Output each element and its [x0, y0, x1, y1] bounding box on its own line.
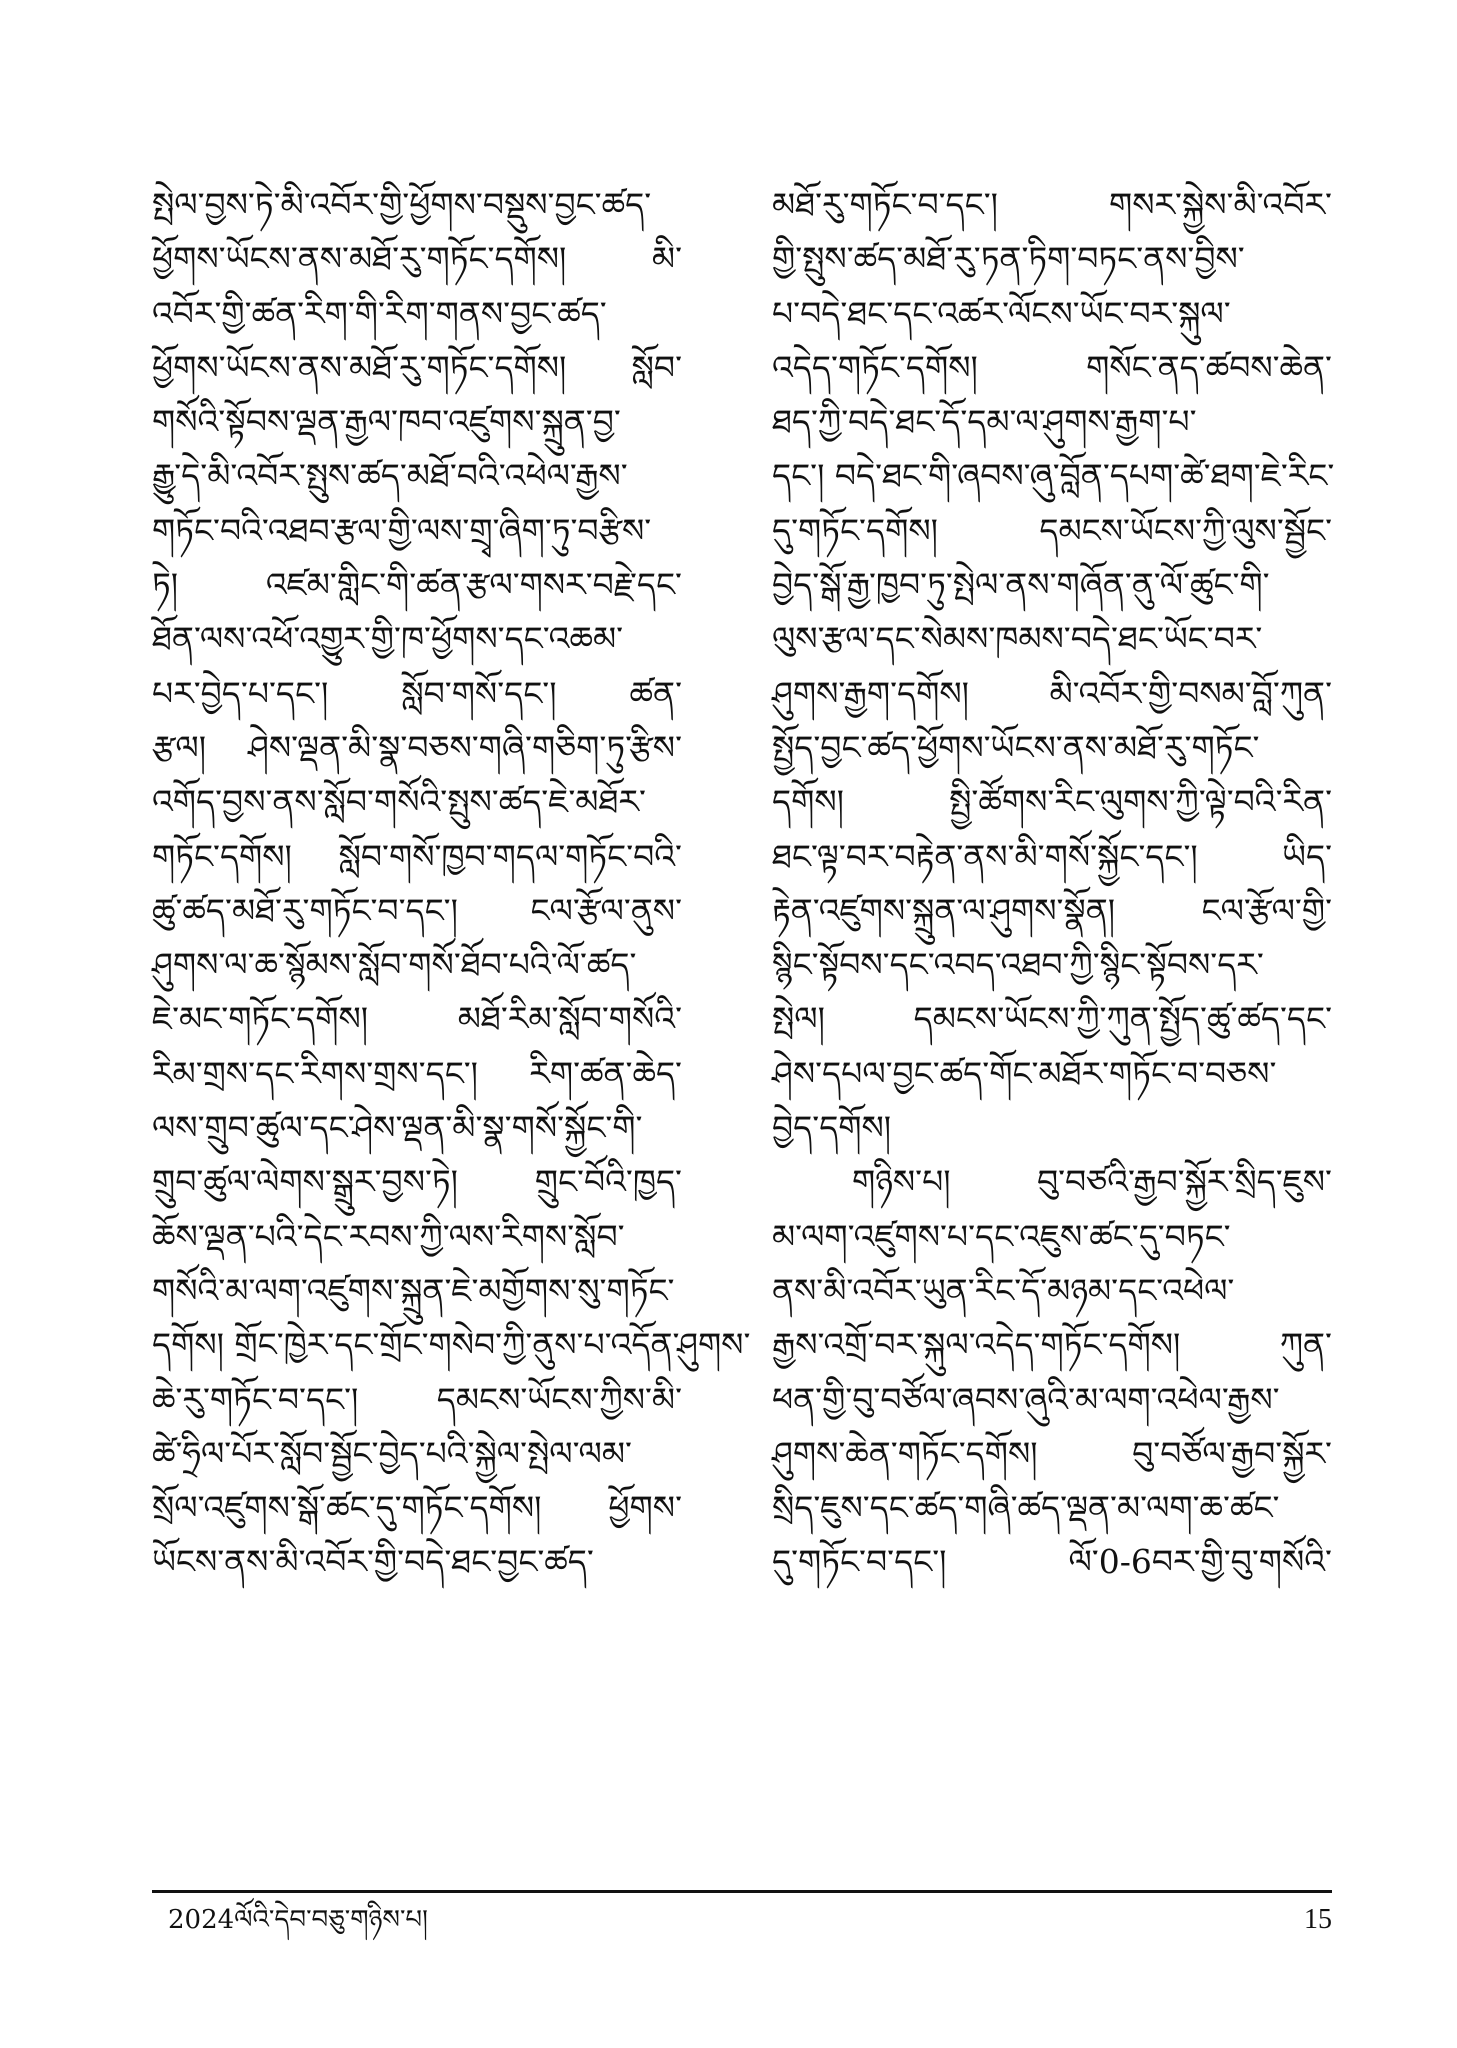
text-line: ཕན་གྱི་བུ་བཙོལ་ཞབས་ཞུའི་མ་ལག་འཕེལ་རྒྱས་: [772, 1379, 1280, 1419]
text-line: ཤུགས་རྒྱག་དགོས། མི་འབོར་གྱི་བསམ་བློ་ཀུན་: [772, 673, 1332, 713]
text-line: ཤུགས་ལ་ཆ་སྙོམས་སློབ་གསོ་ཐོབ་པའི་ལོ་ཚད་: [152, 945, 637, 985]
text-line: གཏོང་དགོས། སློབ་གསོ་ཁྱབ་གདལ་གཏོང་བའི་: [152, 836, 682, 876]
text-line: དགོས། གྲོང་ཁྱེར་དང་གྲོང་གསེབ་ཀྱི་ནུས་པ་འདོན་ཤུགས་: [152, 1325, 751, 1365]
text-line: སྙིང་སྟོབས་དང་འབད་འཐབ་ཀྱི་སྙིང་སྟོབས་དར་: [772, 945, 1264, 985]
text-line: ཤེས་དཔལ་བྱང་ཚད་གོང་མཐོར་གཏོང་བ་བཅས་: [772, 1053, 1277, 1093]
text-line: དགོས། སྤྱི་ཚོགས་རིང་ལུགས་ཀྱི་ལྟེ་བའི་རིན་: [772, 782, 1332, 822]
text-line: རྩལ། ཤེས་ལྡན་མི་སྣ་བཅས་གཞི་གཅིག་ཏུ་རྩིས་: [152, 727, 682, 767]
text-line: འབོར་གྱི་ཚན་རིག་གི་རིག་གནས་བྱང་ཚད་: [152, 293, 607, 333]
text-line: གསོའི་སྟོབས་ལྡན་རྒྱལ་ཁབ་འཛུགས་སྐྲུན་བྱ་: [152, 402, 621, 442]
text-line: དུ་གཏོང་དགོས། དམངས་ཡོངས་ཀྱི་ལུས་སྦྱོང་: [772, 510, 1332, 550]
text-line: ཚེ་ཧྲིལ་པོར་སློབ་སྦྱོང་བྱེད་པའི་སྐྱེལ་སྤེལ་ལམ་: [152, 1433, 632, 1473]
footer-issue-label: 2024ལོའི་དེབ་བཅུ་གཉིས་པ།: [168, 1905, 428, 1935]
text-line: ནས་མི་འབོར་ཡུན་རིང་དོ་མཉམ་དང་འཕེལ་: [772, 1270, 1235, 1310]
text-line: རྒྱས་འགྲོ་བར་སྐུལ་འདེད་གཏོང་དགོས། ཀུན་: [772, 1325, 1332, 1365]
text-line: ཡོངས་ནས་མི་འབོར་གྱི་བདེ་ཐང་བྱང་ཚད་: [152, 1542, 594, 1582]
text-line: གྲུབ་ཚུལ་ལེགས་སྒྲུར་བྱས་ཏེ། གྲུང་བོའི་ཁྱད་: [152, 1162, 682, 1202]
text-line: རྒྱུ་དེ་མི་འབོར་སྤུས་ཚད་མཐོ་བའི་འཕེལ་རྒྱས་: [152, 456, 628, 496]
text-line: མ་ལག་འཛུགས་པ་དང་འཇུས་ཚང་དུ་བཏང་: [772, 1216, 1231, 1256]
text-line: ཕྱོགས་ཡོངས་ནས་མཐོ་རུ་གཏོང་དགོས། སློབ་: [152, 347, 682, 387]
right-column: [772, 178, 1335, 1590]
text-line: དུ་གཏོང་བ་དང་། ལོ་0-6བར་གྱི་བུ་གསོའི་: [772, 1542, 1332, 1582]
text-line: གསོའི་མ་ལག་འཛུགས་སྐྲུན་ཇེ་མགྱོགས་སུ་གཏོང་: [152, 1270, 675, 1310]
text-line: ཐང་ལྟ་བར་བརྟེན་ནས་མི་གསོ་སྐྱོང་དང་། ཡིད་: [772, 836, 1332, 876]
text-line: སྲིད་ཇུས་དང་ཚད་གཞི་ཚད་ལྡན་མ་ལག་ཆ་ཚང་: [772, 1488, 1280, 1528]
text-line: ཇེ་མང་གཏོང་དགོས། མཐོ་རིམ་སློབ་གསོའི་: [152, 999, 682, 1039]
text-line: རྟེན་འཛུགས་སྐྲུན་ལ་ཤུགས་སྣོན། ངལ་རྩོལ་གྱི་: [772, 890, 1332, 930]
text-line: སྲོལ་འཛུགས་སྒོ་ཚང་དུ་གཏོང་དགོས། ཕྱོགས་: [152, 1488, 682, 1528]
text-line: འདེད་གཏོང་དགོས། གསོང་ནད་ཚབས་ཆེན་: [772, 347, 1332, 387]
text-line: དང་། བདེ་ཐང་གི་ཞབས་ཞུ་བློན་དཔག་ཚེ་ཐག་ཇེ་རིང་: [772, 456, 1335, 496]
text-line: པར་བྱེད་པ་དང་། སློབ་གསོ་དང་། ཚན་: [152, 673, 682, 713]
page-number: 15: [1304, 1904, 1332, 1935]
text-line: ཤུགས་ཆེན་གཏོང་དགོས། བུ་བཙོལ་རྒྱབ་སྐྱོར་: [772, 1433, 1332, 1473]
text-line: ཐོན་ལས་འཕོ་འགྱུར་གྱི་ཁ་ཕྱོགས་དང་འཆམ་: [152, 619, 624, 659]
text-line: ལས་གྲུབ་ཚུལ་དང་ཤེས་ལྡན་མི་སྣ་གསོ་སྐྱོང་གི་: [152, 1108, 643, 1148]
footer-rule: [152, 1890, 1332, 1893]
text-line: བྱེད་སྒོ་རྒྱ་ཁྱབ་ཏུ་སྤེལ་ནས་གཞོན་ནུ་ལོ་ཚུང་གི་: [772, 565, 1270, 605]
text-line: སྤེལ་བྱས་ཏེ་མི་འབོར་གྱི་ཕྱོགས་བསྡུས་བྱང་ཚད་: [152, 185, 652, 224]
text-line: སྤྱོད་བྱང་ཚད་ཕྱོགས་ཡོངས་ནས་མཐོ་རུ་གཏོང་: [772, 727, 1260, 767]
left-column: [152, 178, 751, 1590]
text-line: གཉིས་པ། བུ་བཙའི་རྒྱབ་སྐྱོར་སྲིད་ཇུས་: [852, 1162, 1332, 1202]
text-line: མཐོ་རུ་གཏོང་བ་དང་། གསར་སྐྱེས་མི་འབོར་: [772, 185, 1332, 224]
text-line: བྱེད་དགོས།: [772, 1108, 892, 1148]
text-line: ཏེ། འཛམ་གླིང་གི་ཚན་རྩལ་གསར་བརྗེ་དང་: [152, 565, 682, 605]
text-line: ཚུ་ཚད་མཐོ་རུ་གཏོང་བ་དང་། ངལ་རྩོལ་ནུས་: [152, 890, 682, 930]
text-line: འགོད་བྱས་ནས་སློབ་གསོའི་སྤུས་ཚད་ཇེ་མཐོར་: [152, 782, 646, 822]
text-line: ཆོས་ལྡན་པའི་དེང་རབས་ཀྱི་ལས་རིགས་སློབ་: [152, 1216, 625, 1256]
text-line: ཕྱོགས་ཡོངས་ནས་མཐོ་རུ་གཏོང་དགོས། མི་: [152, 239, 682, 279]
text-line: ཆེ་རུ་གཏོང་བ་དང་། དམངས་ཡོངས་ཀྱིས་མི་: [152, 1379, 682, 1419]
text-line: གྱི་སྤུས་ཚད་མཐོ་རུ་ཏན་ཏིག་བཏང་ནས་བྱིས་: [772, 239, 1245, 279]
text-line: པ་བདེ་ཐང་དང་འཚར་ལོངས་ཡོང་བར་སྐུལ་: [772, 293, 1231, 333]
text-line: སྤེལ། དམངས་ཡོངས་ཀྱི་ཀུན་སྤྱོད་ཚུ་ཚད་དང་: [772, 999, 1332, 1039]
text-line: ཐད་ཀྱི་བདེ་ཐང་དོ་དམ་ལ་ཤུགས་རྒྱག་པ་: [772, 402, 1197, 442]
text-line: རིམ་གྲས་དང་རིགས་གྲས་དང་། རིག་ཚན་ཆེད་: [152, 1053, 682, 1093]
text-line: ལུས་རྩལ་དང་སེམས་ཁམས་བདེ་ཐང་ཡོང་བར་: [772, 619, 1263, 659]
text-line: གཏོང་བའི་འཐབ་རྩལ་གྱི་ལས་གྲྭ་ཞིག་ཏུ་བརྩིས་: [152, 510, 652, 550]
